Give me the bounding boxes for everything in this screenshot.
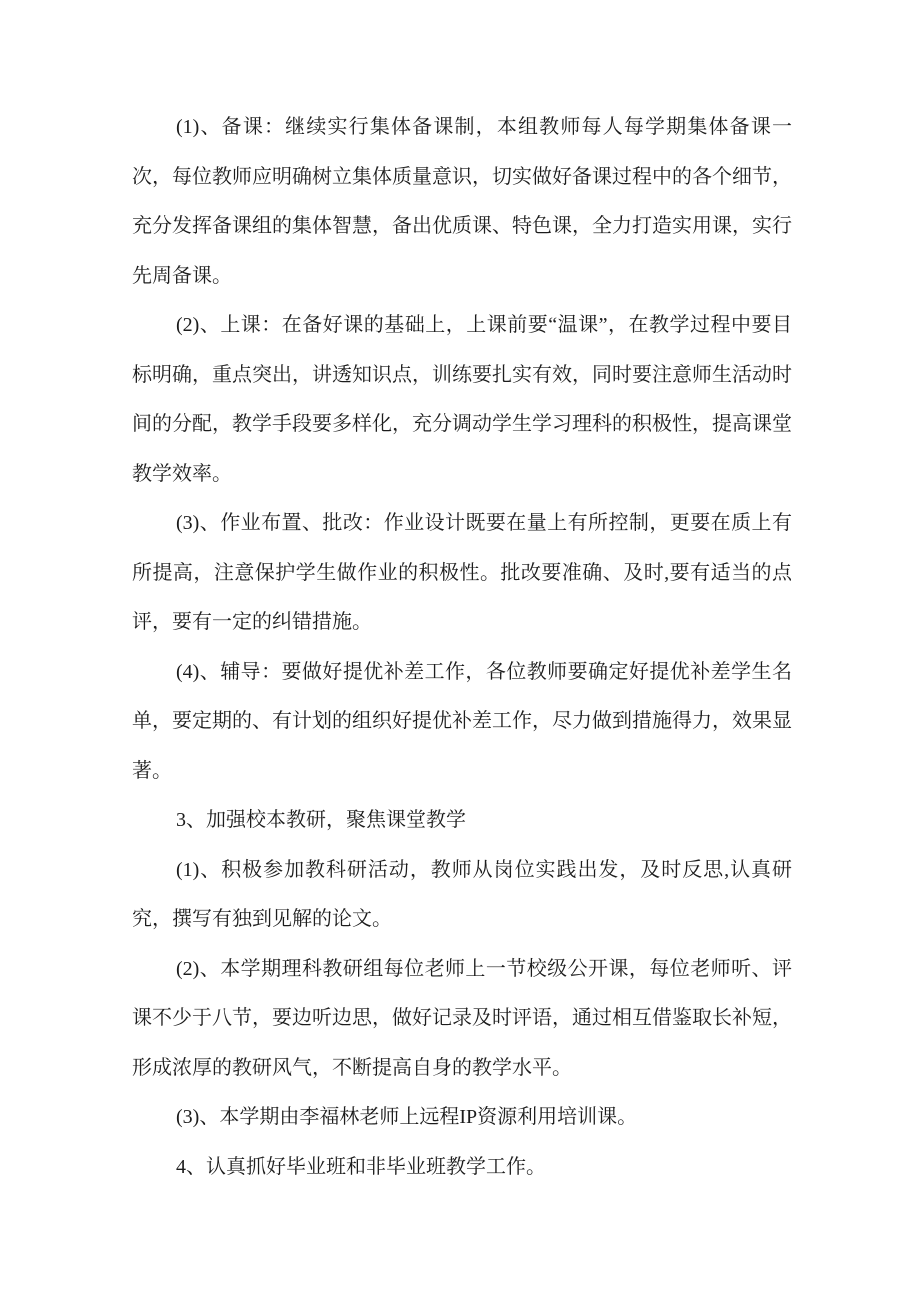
paragraph-prepare-lessons: (1)、备课：继续实行集体备课制，本组教师每人每学期集体备课一次，每位教师应明确树立集体质量意识，切实做好备课过程中的各个细节，充分发挥备课组的集体智慧，备出优质课、特色课，全力打造实用课，实行先周备课。 xyxy=(132,116,792,287)
heading-school-based-research: 3、加强校本教研，聚焦课堂教学 xyxy=(176,809,466,831)
paragraph-research-activities: (1)、积极参加教科研活动，教师从岗位实践出发，及时反思,认真研究，撰写有独到见解的论文。 xyxy=(132,858,792,930)
paragraph-homework-grading: (3)、作业布置、批改：作业设计既要在量上有所控制，更要在质上有所提高，注意保护学生做作业的积极性。批改要准确、及时,要有适当的点评，要有一定的纠错措施。 xyxy=(132,512,792,633)
paragraph-tutoring: (4)、辅导：要做好提优补差工作，各位教师要确定好提优补差学生名单，要定期的、有计划的组织好提优补差工作，尽力做到措施得力，效果显著。 xyxy=(132,660,792,782)
heading-graduating-class-work: 4、认真抓好毕业班和非毕业班教学工作。 xyxy=(176,1155,546,1178)
paragraph-ip-training-course: (3)、本学期由李福林老师上远程IP资源利用培训课。 xyxy=(176,1106,638,1128)
paragraph-teach-lessons: (2)、上课：在备好课的基础上，上课前要“温课”，在教学过程中要目标明确，重点突出，讲透知识点，训练要扎实有效，同时要注意师生活动时间的分配，教学手段要多样化，充分调动学生学习理科的积极性，提高课堂教学效率。 xyxy=(132,314,792,485)
paragraph-open-classes: (2)、本学期理科教研组每位老师上一节校级公开课，每位老师听、评课不少于八节，要边听边思，做好记录及时评语，通过相互借鉴取长补短，形成浓厚的教研风气，不断提高自身的教学水平。 xyxy=(132,957,792,1079)
document-body xyxy=(132,103,792,1192)
